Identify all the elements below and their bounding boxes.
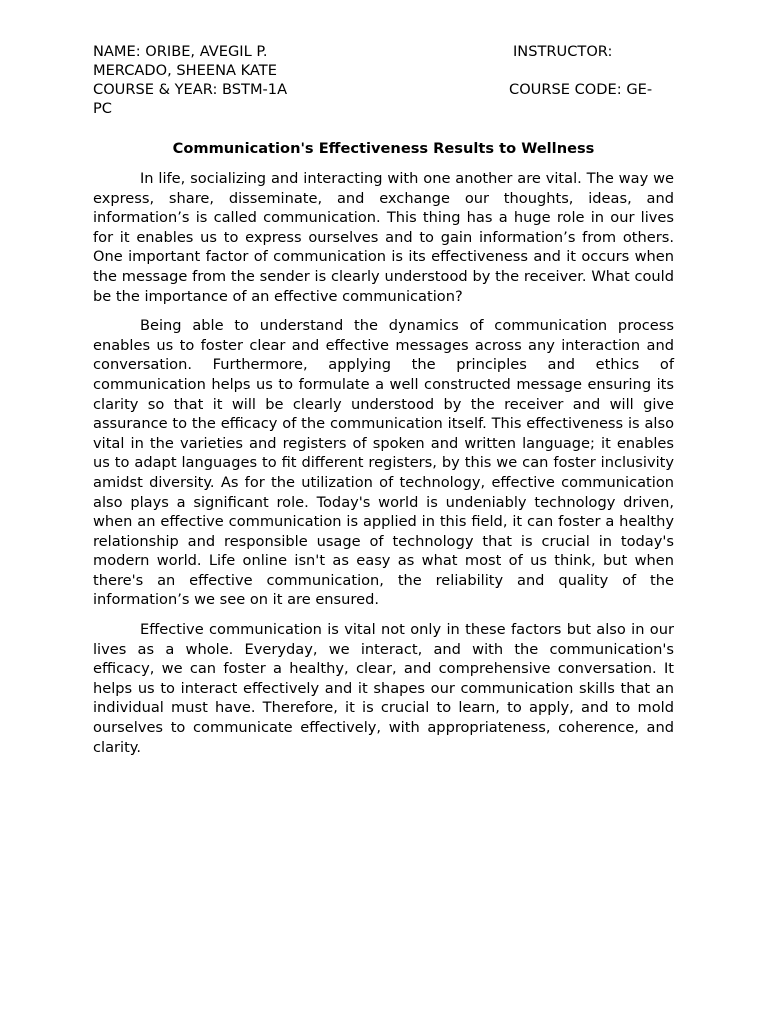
course-year-line: COURSE & YEAR: BSTM-1A xyxy=(93,81,288,98)
paragraph-2: Being able to understand the dynamics of communication process enables us to foster clear and effective messages across any interaction and conversation. Furthermore, applying the principles and ethics of communication helps us to formulate a well constructed message ensuring its clarity so that it will be clearly understood by the receiver and will give assurance to the efficacy of the communication itself. This effectiveness is also vital in the varieties and registers of spoken and written language; it enables us to adapt languages to fit different registers, by this we can foster inclusivity amidst diversity. As for the utilization of technology, effective communication also plays a significant role. Today's world is undeniably technology driven, when an effective communication is applied in this field, it can foster a healthy relationship and responsible usage of technology that is crucial in today's modern world. Life online isn't as easy as what most of us think, but when there's an effective communication, the reliability and quality of the information’s we see on it are ensured. xyxy=(93,317,674,609)
document-body xyxy=(93,169,674,767)
instructor-label: INSTRUCTOR: xyxy=(513,43,613,60)
student-name-line-2: MERCADO, SHEENA KATE xyxy=(93,62,277,79)
document-title: Communication's Effectiveness Results to Wellness xyxy=(172,140,595,157)
student-name-line: NAME: ORIBE, AVEGIL P. xyxy=(93,43,268,60)
student-info xyxy=(93,42,393,99)
course-code-label: COURSE CODE: GE- xyxy=(509,81,653,98)
paragraph-3: Effective communication is vital not only in these factors but also in our lives as a whole. Everyday, we interact, and with the communication's efficacy, we can foster a healthy, clear, and comprehensive conversation. It helps us to interact effectively and it shapes our communication skills that an individual must have. Therefore, it is crucial to learn, to apply, and to mold ourselves to communicate effectively, with appropriateness, coherence, and clarity. xyxy=(93,621,674,756)
paragraph-1: In life, socializing and interacting with one another are vital. The way we express, share, disseminate, and exchange our thoughts, ideas, and information’s is called communication. This thing has a huge role in our lives for it enables us to express ourselves and to gain information’s from others. One important factor of communication is its effectiveness and it occurs when the message from the sender is clearly understood by the receiver. What could be the importance of an effective communication? xyxy=(93,170,674,305)
course-code-suffix: PC xyxy=(93,100,112,117)
